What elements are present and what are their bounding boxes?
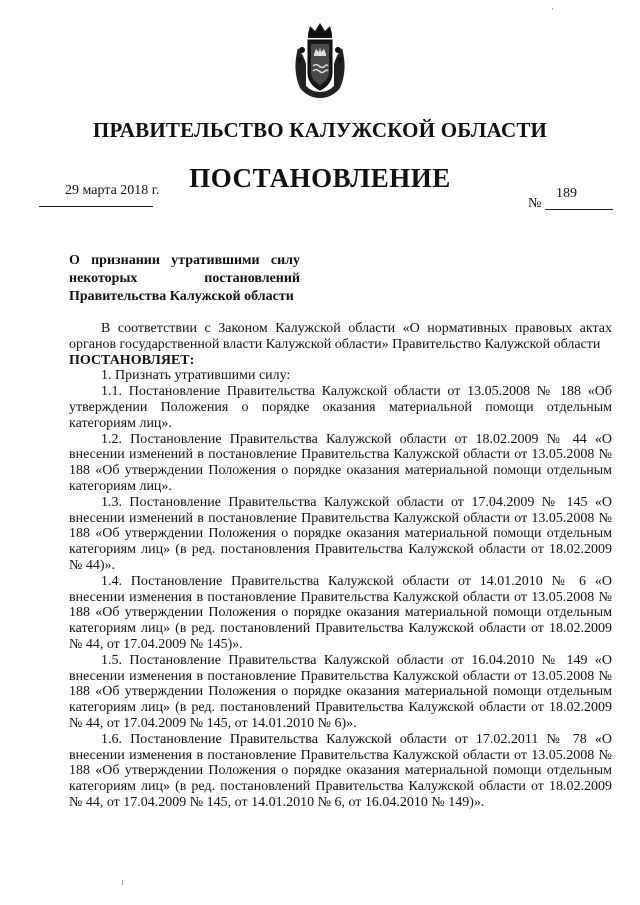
subject-line-3: Правительства Калужской области [69, 289, 294, 304]
item-1-3: 1.3. Постановление Правительства Калужской области от 17.04.2009 № 145 «О внесении изменений в постановление Правительства Калужской области от 13.05.2008 № 188 «Об утверждении Положения о порядке оказания материальной помощи отдельным категориям лиц» (в ред. постановления Правительства Калужской области от 18.02.2009 № 44)». [69, 494, 612, 573]
preamble-paragraph: В соответствии с Законом Калужской области «О нормативных правовых актах органов государственной власти Калужской области» Правительство Калужской области [69, 321, 612, 352]
scan-mark-bottom [122, 880, 123, 885]
document-body [69, 321, 612, 811]
subject-line-1: О признании утратившими силу [69, 253, 300, 268]
document-type: ПОСТАНОВЛЕНИЕ [189, 163, 451, 193]
number-label: № [528, 196, 542, 211]
item-1: 1. Признать утратившими силу: [101, 368, 291, 384]
item-1-2: 1.2. Постановление Правительства Калужской области от 18.02.2009 № 44 «О внесении изменений в постановление Правительства Калужской области от 13.05.2008 № 188 «Об утверждении Положения о порядке оказания материальной помощи отдельным категориям лиц». [69, 431, 612, 494]
document-date: 29 марта 2018 г. [65, 183, 160, 198]
item-1-6: 1.6. Постановление Правительства Калужской области от 17.02.2011 № 78 «О внесении изменения в постановление Правительства Калужской области от 13.05.2008 № 188 «Об утверждении Положения о порядке оказания материальной помощи отдельным категориям лиц» (в ред. постановлений Правительства Калужской области от 18.02.2009 № 44, от 17.04.2009 № 145, от 14.01.2010 № 6, от 16.04.2010 № 149)». [69, 731, 612, 810]
item-1-4: 1.4. Постановление Правительства Калужской области от 14.01.2010 № 6 «О внесении изменения в постановление Правительства Калужской области от 13.05.2008 № 188 «Об утверждении Положения о порядке оказания материальной помощи отдельным категориям лиц» (в ред. постановлений Правительства Калужской области от 18.02.2009 № 44, от 17.04.2009 № 145)». [69, 573, 612, 652]
resolves-heading: ПОСТАНОВЛЯЕТ: [69, 352, 195, 368]
government-name: ПРАВИТЕЛЬСТВО КАЛУЖСКОЙ ОБЛАСТИ [92, 118, 548, 142]
subject-line-2: некоторых постановлений [69, 271, 300, 286]
item-1-1: 1.1. Постановление Правительства Калужской области от 13.05.2008 № 188 «Об утверждении Положения о порядке оказания материальной помощи отдельным категориям лиц». [69, 384, 612, 431]
scan-mark: · [551, 4, 554, 14]
date-underline [39, 206, 153, 207]
document-subject [69, 252, 300, 306]
kaluga-coat-of-arms-icon [288, 20, 352, 100]
item-1-5: 1.5. Постановление Правительства Калужской области от 16.04.2010 № 149 «О внесении изменения в постановление Правительства Калужской области от 13.05.2008 № 188 «Об утверждении Положения о порядке оказания материальной помощи отдельным категориям лиц» (в ред. постановлений Правительства Калужской области от 18.02.2009 № 44, от 17.04.2009 № 145, от 14.01.2010 № 6)». [69, 652, 612, 731]
number-underline [545, 209, 613, 210]
document-number: 189 [556, 186, 577, 201]
